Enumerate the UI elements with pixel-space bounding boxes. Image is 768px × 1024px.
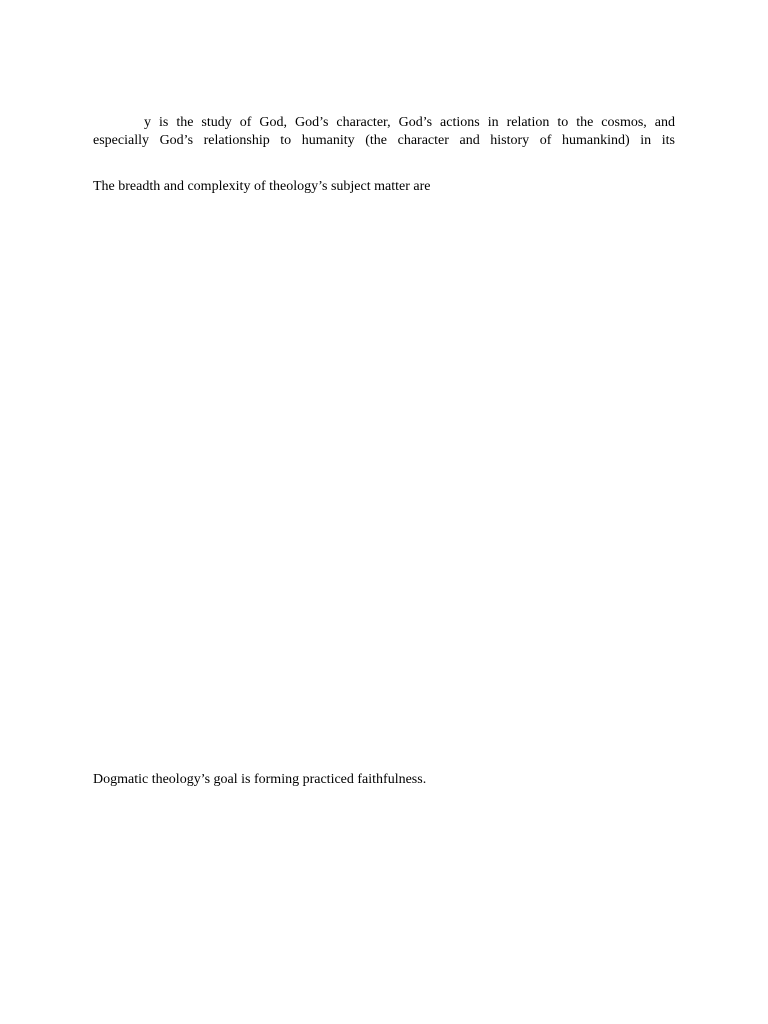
text-line: The breadth and complexity of theology’s subject matter are — [93, 179, 431, 194]
text-line: Dogmatic theology’s goal is forming practiced faithfulness. — [93, 772, 427, 787]
paragraph-breadth — [93, 178, 675, 196]
text-line: especially God’s relationship to humanity (the character and history of humankind) in its — [93, 133, 675, 148]
paragraph-definition — [93, 114, 675, 150]
text-line: y is the study of God, God’s character, God’s actions in relation to the cosmos, and — [144, 115, 675, 130]
paragraph-goal — [93, 771, 675, 789]
